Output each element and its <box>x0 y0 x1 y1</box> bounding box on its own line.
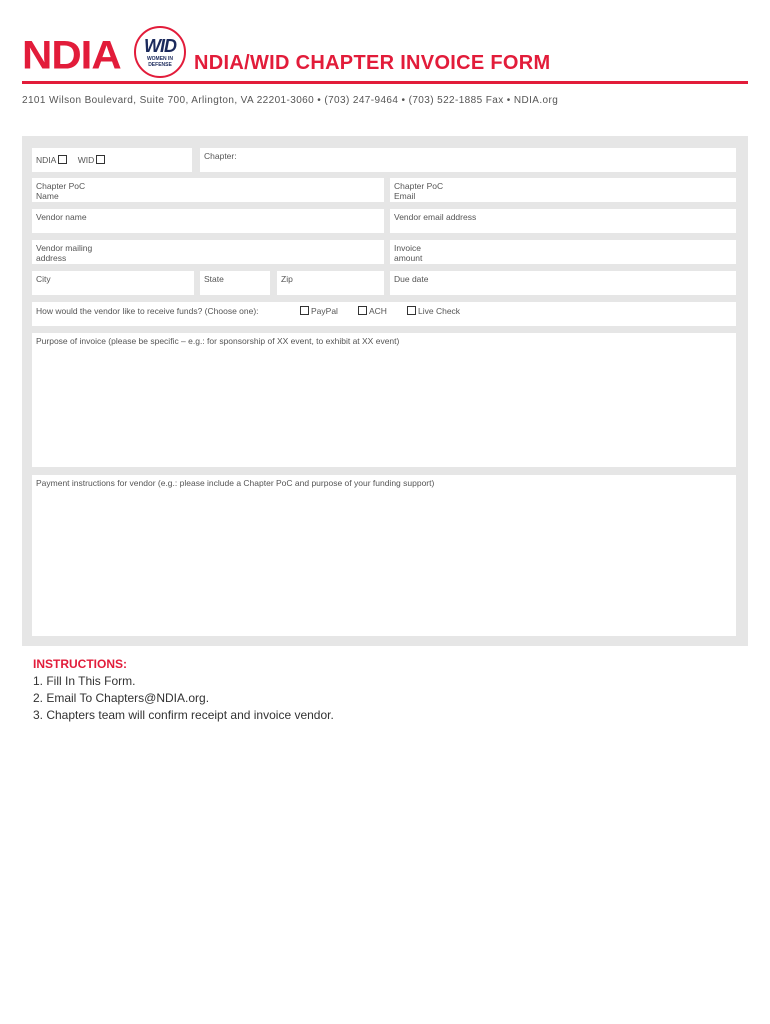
chapter-field[interactable] <box>200 148 736 172</box>
live-check-option[interactable] <box>405 306 460 316</box>
city-label: City <box>36 274 51 284</box>
vendor-mailing-address-label: Vendor mailing address <box>36 243 93 263</box>
wid-option-label: WID <box>77 155 95 165</box>
due-date-label: Due date <box>394 274 429 284</box>
form-panel <box>22 136 748 646</box>
instruction-step: 1. Fill In This Form. <box>33 674 136 688</box>
vendor-name-label: Vendor name <box>36 212 87 222</box>
paypal-option-label: PayPal <box>311 306 338 316</box>
ach-option-label: ACH <box>369 306 387 316</box>
payment-method-question: How would the vendor like to receive funds? (Choose one): <box>36 306 259 316</box>
wid-logo-subtext: WOMEN IN DEFENSE <box>146 56 174 68</box>
state-field[interactable] <box>200 271 270 295</box>
ndia-option-label: NDIA <box>36 155 57 165</box>
header-divider <box>22 81 748 84</box>
invoice-amount-label: Invoice amount <box>394 243 423 263</box>
payment-instructions-label: Payment instructions for vendor (e.g.: please include a Chapter PoC and purpose of your funding support) <box>36 478 435 488</box>
zip-label: Zip <box>281 274 293 284</box>
vendor-mailing-address-field[interactable] <box>32 240 384 264</box>
wid-logo-badge <box>134 26 186 78</box>
ndia-logo: NDIA <box>22 32 121 77</box>
vendor-email-label: Vendor email address <box>394 212 477 222</box>
purpose-of-invoice-field[interactable] <box>32 333 736 467</box>
city-field[interactable] <box>32 271 194 295</box>
payment-method-field <box>32 302 736 326</box>
instruction-step: 3. Chapters team will confirm receipt and invoice vendor. <box>33 708 334 722</box>
chapter-label: Chapter: <box>204 151 237 161</box>
wid-logo-text: WID <box>144 36 176 56</box>
paypal-checkbox[interactable] <box>300 306 309 315</box>
state-label: State <box>204 274 224 284</box>
wid-checkbox[interactable] <box>96 155 105 164</box>
form-title: NDIA/WID CHAPTER INVOICE FORM <box>194 52 551 74</box>
invoice-amount-field[interactable] <box>390 240 736 264</box>
paypal-option[interactable] <box>298 306 338 316</box>
chapter-poc-name-field[interactable] <box>32 178 384 202</box>
chapter-poc-email-field[interactable] <box>390 178 736 202</box>
vendor-email-field[interactable] <box>390 209 736 233</box>
chapter-poc-name-label: Chapter PoC Name <box>36 181 86 201</box>
zip-field[interactable] <box>277 271 384 295</box>
instruction-step: 2. Email To Chapters@NDIA.org. <box>33 691 210 705</box>
vendor-name-field[interactable] <box>32 209 384 233</box>
live-check-option-label: Live Check <box>418 306 461 316</box>
due-date-field[interactable] <box>390 271 736 295</box>
ach-checkbox[interactable] <box>358 306 367 315</box>
live-check-checkbox[interactable] <box>407 306 416 315</box>
ndia-checkbox[interactable] <box>58 155 67 164</box>
purpose-of-invoice-label: Purpose of invoice (please be specific – e.g.: for sponsorship of XX event, to exhibit at XX event) <box>36 336 400 346</box>
contact-address-line: 2101 Wilson Boulevard, Suite 700, Arlington, VA 22201-3060 • (703) 247-9464 • (703) 522-1885 Fax • NDIA.org <box>22 95 559 106</box>
ach-option[interactable] <box>356 306 387 316</box>
chapter-poc-email-label: Chapter PoC Email <box>394 181 444 201</box>
instructions-heading: INSTRUCTIONS: <box>33 657 127 671</box>
org-select-field <box>32 148 192 172</box>
payment-instructions-field[interactable] <box>32 475 736 636</box>
